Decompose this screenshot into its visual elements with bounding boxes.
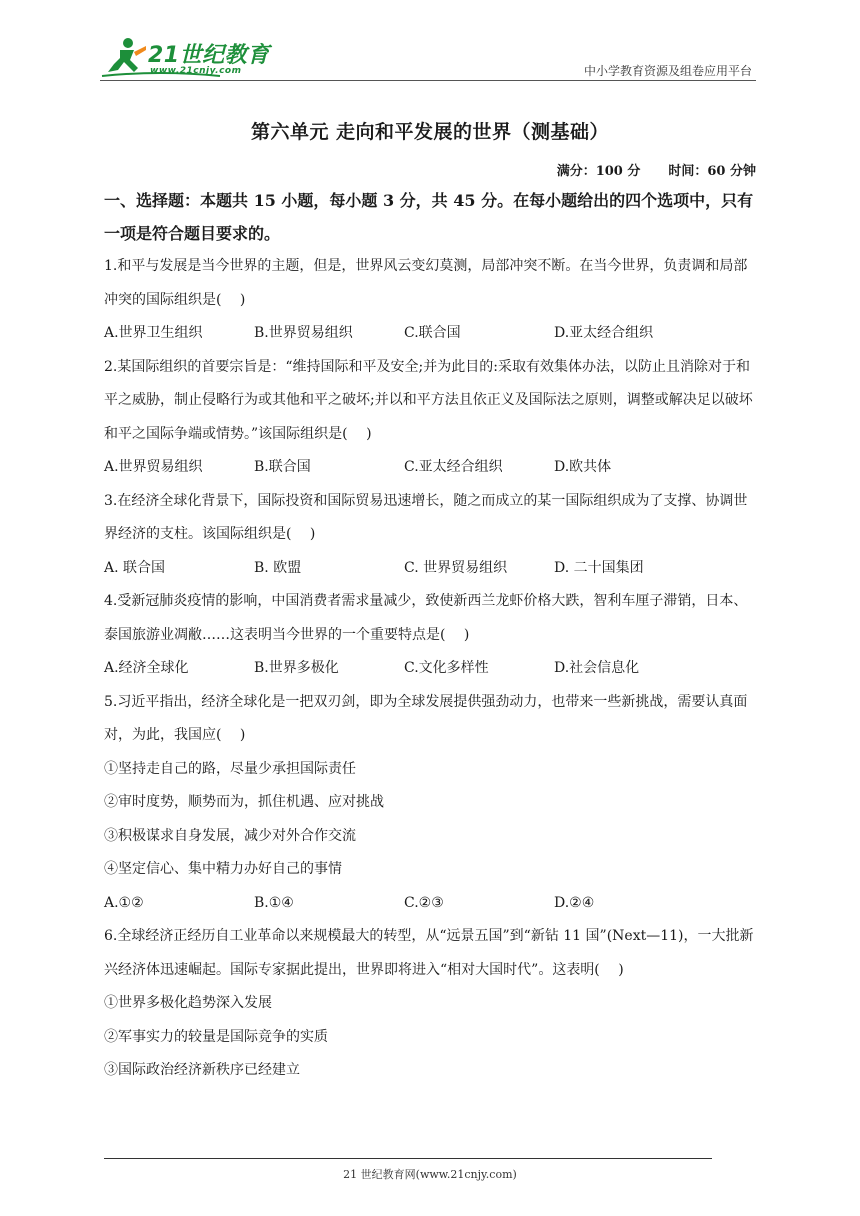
option: C.亚太经合组织: [404, 459, 503, 475]
option: D.亚太经合组织: [554, 325, 654, 341]
option: A.经济全球化: [104, 660, 189, 676]
option: B. 欧盟: [254, 559, 302, 576]
statement: ③国际政治经济新秩序已经建立: [104, 1062, 300, 1078]
score-label: 满分：100 分: [556, 164, 641, 179]
statement: ①坚持走自己的路，尽量少承担国际责任: [104, 760, 356, 777]
question-list: [104, 184, 758, 1088]
platform-label: 中小学教育资源及组卷应用平台: [583, 64, 752, 78]
section-heading: 一、选择题：本题共 15 小题，每小题 3 分，共 45 分。在每小题给出的四个选项中，只有一项是符合题目要求的。: [104, 191, 754, 243]
option: C.联合国: [404, 325, 461, 341]
options-1: [104, 317, 758, 351]
question-2: 2.某国际组织的首要宗旨是：“维持国际和平及安全;并为此目的:采取有效集体办法，以防止且消除对于和平之威胁，制止侵略行为或其他和平之破坏;并以和平方法且依正义及国际法之原则，调整或解决足以破坏和平之国际争端或情势。”该国际组织是( ): [104, 358, 753, 442]
option: C.②③: [404, 894, 444, 911]
logo-text: 21世纪教育: [148, 43, 270, 68]
footer-divider: [104, 1158, 712, 1159]
option: B.世界贸易组织: [254, 325, 353, 341]
option: D. 二十国集团: [554, 559, 644, 576]
exam-meta: [529, 160, 756, 179]
statement: ②军事实力的较量是国际竞争的实质: [104, 1028, 328, 1045]
option: D.②④: [554, 894, 595, 911]
question-6: 6.全球经济正经历自工业革命以来规模最大的转型，从“远景五国”到“新钻 11 国”(Next—11)，一大批新兴经济体迅速崛起。国际专家据此提出，世界即将进入“相对大国时代”。这表明( ): [104, 928, 754, 978]
question-1: 1.和平与发展是当今世界的主题，但是，世界风云变幻莫测，局部冲突不断。在当今世界，负责调和局部冲突的国际组织是( ): [104, 258, 748, 308]
question-5: 5.习近平指出，经济全球化是一把双刃剑，即为全球发展提供强劲动力，也带来一些新挑战，需要认真面对，为此，我国应( ): [104, 693, 748, 743]
options-5: [104, 887, 758, 921]
option: B.①④: [254, 894, 294, 911]
option: C. 世界贸易组织: [404, 559, 508, 576]
option: A.世界卫生组织: [104, 325, 203, 341]
option: C.文化多样性: [404, 660, 489, 676]
time-label: 时间：60 分钟: [668, 164, 756, 179]
options-4: [104, 652, 758, 686]
page-title: 第六单元 走向和平发展的世界（测基础）: [250, 121, 610, 143]
option: D.欧共体: [554, 459, 612, 475]
option: D.社会信息化: [554, 660, 640, 676]
logo-url: www.21cnjy.com: [150, 66, 242, 76]
option: B.世界多极化: [254, 660, 339, 676]
option: B.联合国: [254, 459, 311, 475]
option: A. 联合国: [104, 559, 166, 576]
statement: ②审时度势，顺势而为，抓住机遇、应对挑战: [104, 794, 384, 810]
question-4: 4.受新冠肺炎疫情的影响，中国消费者需求量减少，致使新西兰龙虾价格大跌，智利车厘子滞销，日本、泰国旅游业凋敝……这表明当今世界的一个重要特点是( ): [104, 593, 748, 643]
question-3: 3.在经济全球化背景下，国际投资和国际贸易迅速增长，随之而成立的某一国际组织成为了支撑、协调世界经济的支柱。该国际组织是( ): [104, 492, 748, 542]
footer-link[interactable]: 21 世纪教育网(www.21cnjy.com): [343, 1168, 517, 1181]
options-3: [104, 552, 758, 586]
header-divider: [100, 80, 756, 81]
statement: ③积极谋求自身发展，减少对外合作交流: [104, 827, 356, 844]
statement: ①世界多极化趋势深入发展: [104, 995, 272, 1011]
option: A.①②: [104, 894, 144, 911]
statement: ④坚定信心、集中精力办好自己的事情: [104, 861, 342, 877]
option: A.世界贸易组织: [104, 459, 203, 475]
options-2: [104, 451, 758, 485]
